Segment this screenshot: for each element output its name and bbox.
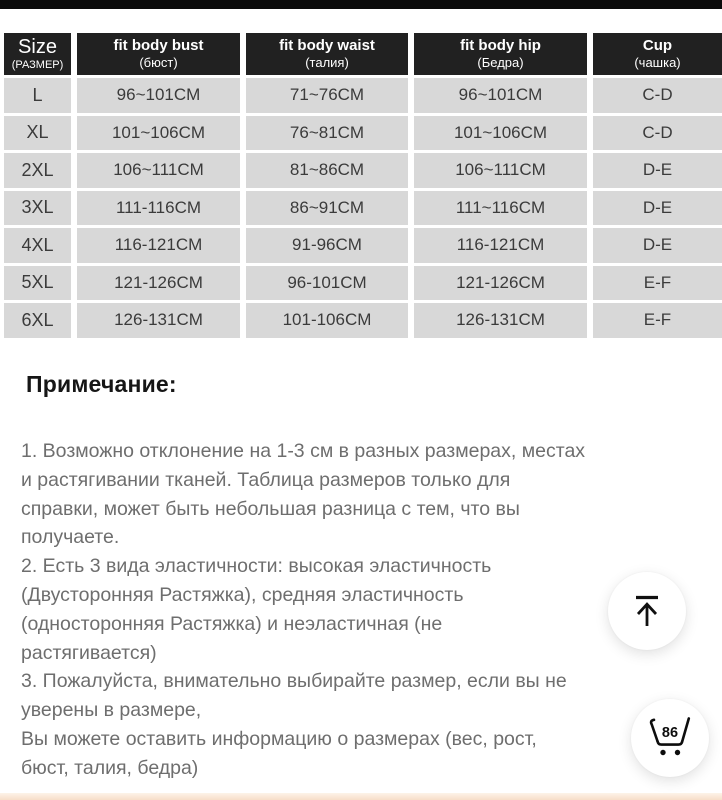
note-line: бюст, талия, бедра) [21, 756, 199, 779]
scroll-to-top-button[interactable] [608, 572, 686, 650]
table-cell: 126-131CM [77, 303, 240, 338]
header-waist [246, 33, 408, 75]
table-cell: L [4, 78, 71, 113]
note-line: и растягивании тканей. Таблица размеров только для [21, 468, 511, 491]
cart-button[interactable] [631, 699, 709, 777]
table-cell: 111-116CM [77, 191, 240, 226]
bottom-accent-strip [0, 793, 722, 800]
table-cell: 91-96CM [246, 228, 408, 263]
table-cell: D-E [593, 191, 722, 226]
table-cell: 111~116CM [414, 191, 587, 226]
table-cell: E-F [593, 266, 722, 301]
header-hip [414, 33, 587, 75]
table-cell: D-E [593, 228, 722, 263]
note-line: 2. Есть 3 вида эластичности: высокая эластичность [21, 555, 492, 578]
note-line: справки, может быть небольшая разница с тем, что вы [21, 497, 520, 520]
size-chart-table [4, 33, 722, 338]
note-line: 1. Возможно отклонение на 1-3 см в разных размерах, местах [21, 440, 586, 462]
table-cell: 76~81CM [246, 116, 408, 151]
table-cell: 96~101CM [77, 78, 240, 113]
table-cell: 106~111CM [77, 153, 240, 188]
note-line: получаете. [21, 526, 120, 549]
table-cell: 3XL [4, 191, 71, 226]
table-cell: 86~91CM [246, 191, 408, 226]
notes-text [21, 437, 661, 783]
header-cup-sub: (чашка) [634, 55, 681, 71]
arrow-to-top-icon [625, 589, 669, 633]
header-size [4, 33, 71, 75]
header-cup [593, 33, 722, 75]
table-cell: E-F [593, 303, 722, 338]
header-hip-sub: (Бедра) [477, 55, 524, 71]
table-cell: 81~86CM [246, 153, 408, 188]
top-dark-bar [0, 0, 722, 9]
header-bust [77, 33, 240, 75]
header-size-sub: (РАЗМЕР) [11, 59, 64, 72]
cart-count-badge: 86 [661, 725, 679, 741]
table-cell: 116-121CM [77, 228, 240, 263]
table-cell: 116-121CM [414, 228, 587, 263]
table-cell: 121-126CM [414, 266, 587, 301]
table-cell: C-D [593, 78, 722, 113]
notes-heading: Примечание: [26, 371, 177, 397]
table-cell: 2XL [4, 153, 71, 188]
table-cell: 101~106CM [414, 116, 587, 151]
header-waist-main: fit body waist [279, 37, 375, 55]
note-line: Вы можете оставить информацию о размерах (вес, рост, [21, 727, 537, 750]
header-cup-main: Cup [642, 37, 673, 55]
note-line: (Двусторонняя Растяжка), средняя эластичность [21, 583, 464, 606]
header-bust-main: fit body bust [113, 37, 204, 55]
table-cell: 126-131CM [414, 303, 587, 338]
table-cell: 121-126CM [77, 266, 240, 301]
table-cell: 96~101CM [414, 78, 587, 113]
table-cell: XL [4, 116, 71, 151]
table-cell: D-E [593, 153, 722, 188]
table-cell: 71~76CM [246, 78, 408, 113]
note-line: уверены в размере, [21, 699, 202, 722]
table-cell: 4XL [4, 228, 71, 263]
header-hip-main: fit body hip [460, 37, 541, 55]
table-cell: 106~111CM [414, 153, 587, 188]
table-cell: 101~106CM [77, 116, 240, 151]
header-waist-sub: (талия) [305, 55, 349, 71]
table-cell: 6XL [4, 303, 71, 338]
note-line: (односторонняя Растяжка) и неэластичная (не [21, 612, 443, 635]
note-line: 3. Пожалуйста, внимательно выбирайте размер, если вы не [21, 670, 567, 693]
table-cell: 96-101CM [246, 266, 408, 301]
header-size-main: Size [18, 35, 57, 58]
table-cell: 101-106CM [246, 303, 408, 338]
header-bust-sub: (бюст) [139, 55, 178, 71]
note-line: растягивается) [21, 641, 157, 664]
table-cell: 5XL [4, 266, 71, 301]
table-cell: C-D [593, 116, 722, 151]
